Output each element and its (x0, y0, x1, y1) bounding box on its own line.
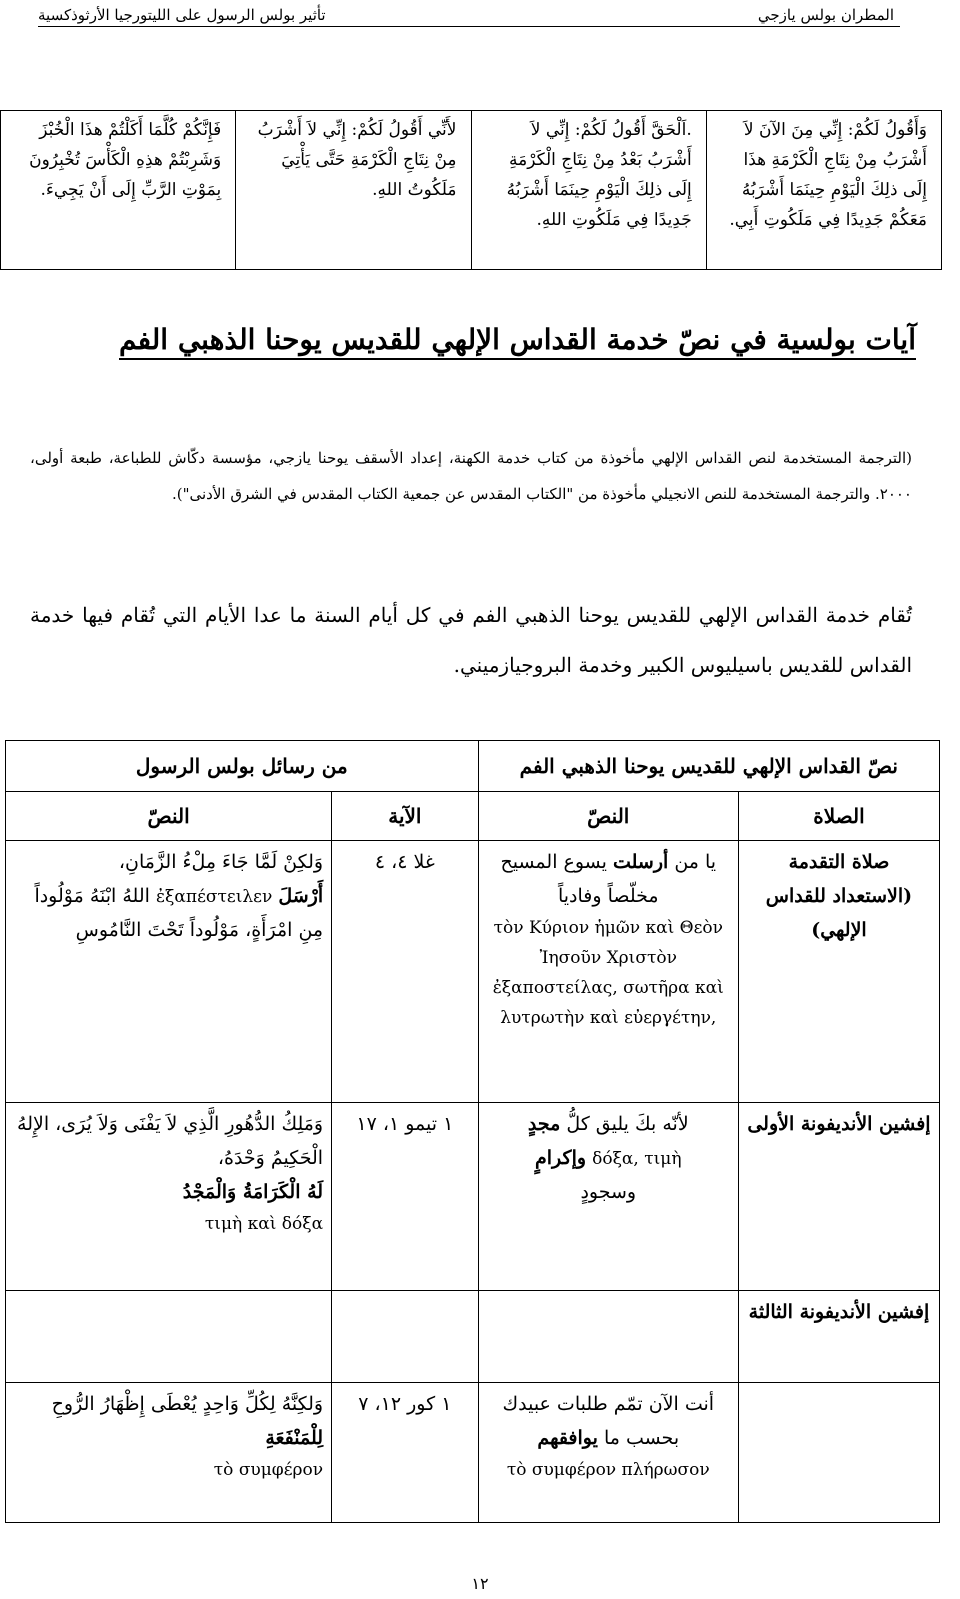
verse-ref-cell: ١ كور ١٢، ٧ (332, 1383, 479, 1523)
greek-text: τὸν Κύριον ἡμῶν καὶ Θεὸν Ἰησοῦν Χριστὸν ἐξαποστείλας, σωτῆρα καὶ λυτρωτὴν καὶ εὐεργέτην, (492, 918, 724, 1028)
epistle-text-cell (6, 1383, 332, 1523)
liturgy-text: يا من (668, 851, 717, 873)
highlight-word: يوافقهم (537, 1427, 598, 1449)
table-row (6, 1383, 940, 1523)
col-verse: الآية (332, 792, 479, 841)
col-prayer: الصلاة (738, 792, 939, 841)
section-title: آيات بولسية في نصّ خدمة القداس الإلهي للقديس يوحنا الذهبي الفم (119, 323, 916, 360)
liturgy-text: وسجودٍ (580, 1181, 637, 1203)
epistle-text-cell (6, 1291, 332, 1383)
greek-text: τιμὴ καὶ δόξα (204, 1214, 324, 1234)
verse-ref-cell: ١ تيمو ١، ١٧ (332, 1103, 479, 1291)
table-subheader-row (6, 792, 940, 841)
table-row (6, 841, 940, 1103)
table-row (6, 1291, 940, 1383)
top-verse-cell: فَإِنَّكُمْ كُلَّمَا أَكَلْتُمْ هذَا الْخُبْزَ وَشَرِبْتُمْ هذِهِ الْكَأْسَ تُخْبِرُونَ بِمَوْتِ الرَّبِّ إِلَى أَنْ يَجِيءَ. (1, 111, 236, 270)
epistle-text: وَلكِنَّهُ لِكُلِّ وَاحِدٍ يُعْطَى إِظْهَارُ الرُّوحِ (51, 1393, 324, 1415)
liturgy-text: أنت الآن تمّم طلبات عبيدك بحسب ما (502, 1393, 715, 1449)
col-epistle-text: النصّ (6, 792, 332, 841)
epistle-text-cell (6, 841, 332, 1103)
comparison-table (5, 740, 940, 1523)
highlight-word: مجدٍ (527, 1113, 561, 1135)
header-rule (38, 26, 900, 27)
liturgy-text: يسوع المسيح مخلّصاً وفادياً (500, 851, 659, 907)
liturgy-text-cell (478, 1103, 738, 1291)
epistle-text: اللهُ ابْنَهُ مَوْلُوداً مِنِ امْرَأَةٍ، مَوْلُوداً تَحْتَ النَّامُوسِ (34, 885, 324, 941)
intro-paragraph: تُقام خدمة القداس الإلهي للقديس يوحنا الذهبي الفم في كل أيام السنة ما عدا الأيام التي تُقام فيها خدمة القداس للقديس باسيليوس الكبير وخدمة البروجيازميني. (30, 603, 912, 677)
table-row (6, 1103, 940, 1291)
highlight-word: لَهُ الْكَرَامَةُ وَالْمَجْدُ (182, 1181, 324, 1203)
greek-text: ἐξαπέστειλεν (155, 887, 273, 907)
highlight-word: لِلْمَنْفَعَةِ (265, 1427, 324, 1449)
highlight-word: أَرْسَلَ (278, 885, 324, 907)
greek-text: τὸ συμφέρον (213, 1460, 324, 1480)
top-verse-cell: .اَلْحَقَّ أَقُولُ لَكُمْ: إِنِّي لاَ أَشْرَبُ بَعْدُ مِنْ نِتَاجِ الْكَرْمَةِ إِلَى ذلِكَ الْيَوْمِ حِينَمَا أَشْرَبُهُ جَدِيدًا فِي مَلَكُوتِ اللهِ. (471, 111, 706, 270)
prayer-cell: صلاة التقدمة (الاستعداد للقداس الإلهي) (738, 841, 939, 1103)
prayer-cell: إفشين الأنديفونة الأولى (738, 1103, 939, 1291)
prayer-cell (738, 1383, 939, 1523)
verse-ref-cell (332, 1291, 479, 1383)
liturgy-text-cell (478, 841, 738, 1103)
col-text: النصّ (478, 792, 738, 841)
page-number: ١٢ (471, 1574, 489, 1593)
translation-note: (الترجمة المستخدمة لنص القداس الإلهي مأخوذة من كتاب خدمة الكهنة، إعداد الأسقف يوحنا يازجي، مؤسسة دكّاش للطباعة، طبعة أولى، ٢٠٠٠. والترجمة المستخدمة للنص الانجيلي مأخوذة من "الكتاب المقدس عن جمعية الكتاب المقدس في الشرق الأدنى"). (30, 449, 912, 503)
prayer-cell: إفشين الأنديفونة الثالثة (738, 1291, 939, 1383)
liturgy-text-cell (478, 1291, 738, 1383)
highlight-word: وإكرامٍ (535, 1147, 587, 1169)
liturgy-text: لأنّه بكَ يليق كلُّ (560, 1113, 689, 1135)
header-liturgy-text: نصّ القداس الإلهي للقديس يوحنا الذهبي الفم (478, 741, 939, 792)
epistle-text-cell (6, 1103, 332, 1291)
liturgy-text-cell (478, 1383, 738, 1523)
header-author: المطران بولس يازجي (757, 6, 894, 24)
top-verse-cell: وَأَقُولُ لَكُمْ: إِنِّي مِنَ الآنَ لاَ أَشْرَبُ مِنْ نِتَاجِ الْكَرْمَةِ هذَا إِلَى ذلِكَ الْيَوْمِ حِينَمَا أَشْرَبُهُ مَعَكُمْ جَدِيدًا فِي مَلَكُوتِ أَبِي. (706, 111, 941, 270)
epistle-text: وَلكِنْ لَمَّا جَاءَ مِلْءُ الزَّمَانِ، (118, 851, 324, 873)
greek-text: δόξα, τιμὴ (592, 1149, 682, 1169)
header-epistles: من رسائل بولس الرسول (6, 741, 479, 792)
header-title: تأثير بولس الرسول على الليتورجيا الأرثوذكسية (38, 6, 326, 24)
greek-text: τὸ συμφέρον πλήρωσον (506, 1460, 710, 1480)
top-verse-table (0, 110, 942, 270)
verse-ref-cell: غلا ٤، ٤ (332, 841, 479, 1103)
epistle-text: وَمَلِكُ الدُّهُورِ الَّذِي لاَ يَفْنَى وَلاَ يُرَى، الإِلهُ الْحَكِيمُ وَحْدَهُ، (17, 1113, 324, 1169)
table-header-row (6, 741, 940, 792)
top-verse-cell: لأَنِّي أَقُولُ لَكُمْ: إِنِّي لاَ أَشْرَبُ مِنْ نِتَاجِ الْكَرْمَةِ حَتَّى يَأْتِيَ مَلَكُوتُ اللهِ. (236, 111, 471, 270)
highlight-word: أرسلت (612, 851, 669, 873)
top-verse-row (1, 111, 942, 270)
